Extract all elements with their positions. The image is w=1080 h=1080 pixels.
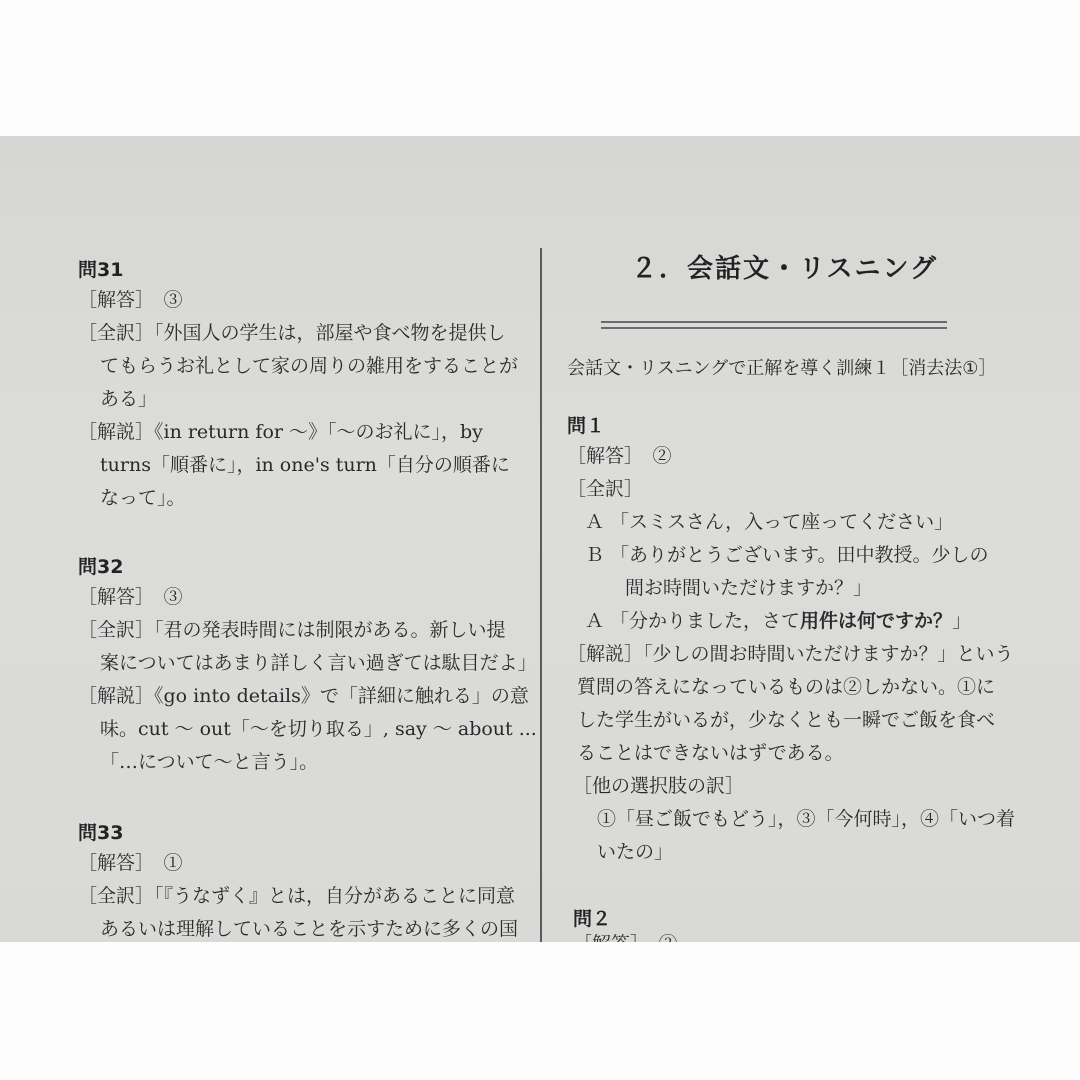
q31-answer: ［解答］ ③ <box>78 289 183 311</box>
q1-other-choices: ①「昼ご飯でもどう」，③「今何時」，④「いつ着 <box>597 808 1016 830</box>
photo-background-top <box>0 0 1080 136</box>
q32-explanation-end: 「…について〜と言う」。 <box>100 751 319 773</box>
q1-dialogue-b1: Ｂ 「ありがとうございます。田中教授。少しの <box>585 544 989 566</box>
title-rule-bottom <box>601 327 947 329</box>
q1-dialogue-a2-emphasis: 用件は何ですか？ <box>800 610 953 632</box>
q31-translation: ［全訳］「外国人の学生は，部屋や食べ物を提供し <box>78 322 506 344</box>
q33-translation: ［全訳］「『うなずく』とは，自分があることに同意 <box>78 885 516 907</box>
section-subtitle: 会話文・リスニングで正解を導く訓練１［消去法①］ <box>567 358 997 379</box>
q31-translation-cont: てもらうお礼として家の周りの雑用をすることが <box>100 355 519 377</box>
q1-other-choices-cont: いたの」 <box>597 841 674 863</box>
q32-explanation-cont: 味。cut 〜 out「〜を切り取る」, say 〜 about ... <box>100 718 537 740</box>
q1-explanation-line3: した学生がいるが，少なくとも一瞬でご飯を食べ <box>577 709 996 731</box>
q1-dialogue-a1: Ａ 「スミスさん，入って座ってください」 <box>585 511 954 533</box>
q32-translation: ［全訳］「君の発表時間には制限がある。新しい提 <box>78 619 506 641</box>
q1-answer: ［解答］ ② <box>567 445 672 467</box>
q1-translation-label: ［全訳］ <box>567 478 644 500</box>
photo-background-bottom <box>0 942 1080 1080</box>
q31-explanation-cont: turns「順番に」，in one's turn「自分の順番に <box>100 454 510 476</box>
q1-dialogue-b1-cont: 間お時間いただけますか？」 <box>625 577 873 599</box>
question-31-heading: 問31 <box>78 259 124 281</box>
q32-explanation: ［解説］《go into details》で「詳細に触れる」の意 <box>78 685 529 707</box>
q1-explanation-line4: ることはできないはずである。 <box>577 742 844 764</box>
question-33-heading: 問33 <box>78 822 124 844</box>
q32-answer: ［解答］ ③ <box>78 586 183 608</box>
q33-answer: ［解答］ ① <box>78 852 183 874</box>
q1-dialogue-a2-suffix: 」 <box>952 610 972 632</box>
question-1-heading: 問１ <box>567 415 606 437</box>
q1-dialogue-a2-prefix: Ａ 「分かりました，さて <box>585 610 801 632</box>
column-divider <box>540 248 542 942</box>
document-page <box>0 136 1080 942</box>
q31-explanation-end: なって」。 <box>100 487 186 509</box>
q31-explanation: ［解説］《in return for 〜》「〜のお礼に」，by <box>78 421 483 443</box>
question-32-heading: 問32 <box>78 556 124 578</box>
q32-translation-cont: 案についてはあまり詳しく言い過ぎては駄目だよ」 <box>100 652 537 674</box>
section-title: ２．会話文・リスニング <box>631 254 938 284</box>
q1-other-choices-label: ［他の選択肢の訳］ <box>573 775 745 797</box>
q1-explanation-line2: 質問の答えになっているものは②しかない。①に <box>577 676 996 698</box>
q1-explanation: ［解説］「少しの間お時間いただけますか？」という <box>567 643 1014 665</box>
question-2-heading: 問２ <box>573 908 612 930</box>
q1-dialogue-a2 <box>585 609 971 633</box>
title-rule-top <box>601 321 947 323</box>
q33-translation-cont: あるいは理解していることを示すために多くの国 <box>100 918 519 940</box>
q31-translation-end: ある」 <box>100 388 158 410</box>
